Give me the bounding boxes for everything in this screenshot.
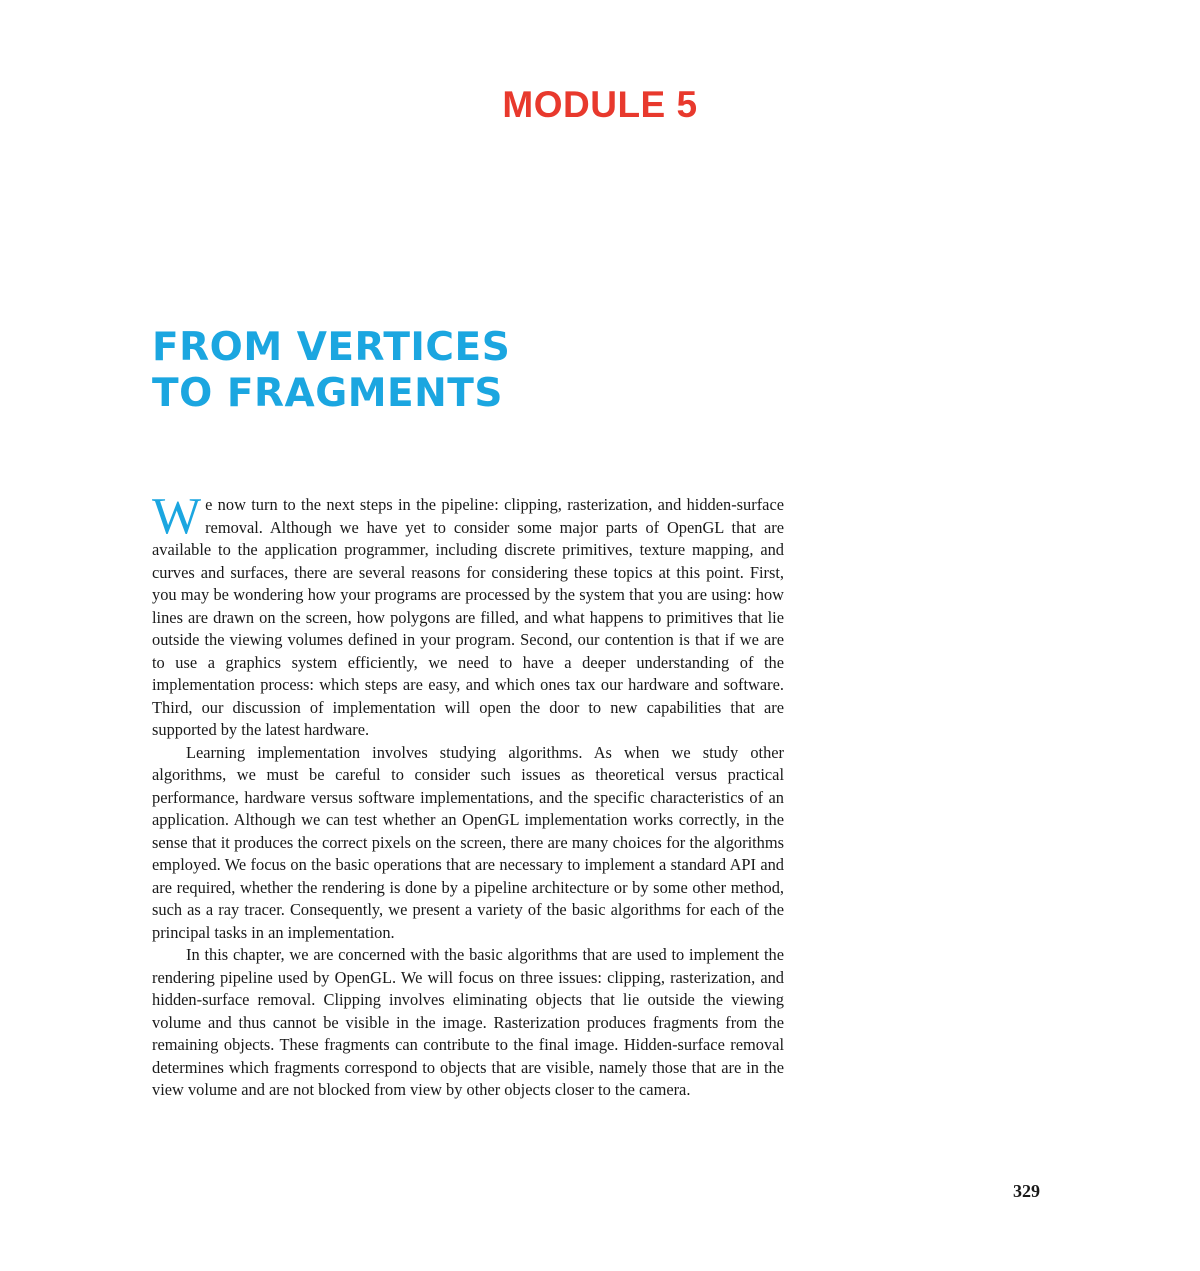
chapter-title-line-2: TO FRAGMENTS xyxy=(152,371,503,416)
paragraph-2: Learning implementation involves studying algorithms. As when we study other algorithms, we must be careful to consider such issues as theoretical versus practical performance, hardware versus software implementations, and the specific characteristics of an application. Although we can test whether an OpenGL implementation works correctly, in the sense that it produces the correct pixels on the screen, there are many choices for the algorithms employed. We focus on the basic operations that are necessary to implement a standard API and are required, whether the rendering is done by a pipeline architecture or by some other method, such as a ray tracer. Consequently, we present a variety of the basic algorithms for each of the principal tasks in an implementation. xyxy=(152,742,784,942)
page-number: 329 xyxy=(1013,1181,1040,1201)
body-text xyxy=(152,488,784,1102)
chapter-title xyxy=(152,325,510,417)
paragraph-1-text: e now turn to the next steps in the pipeline: clipping, rasterization, and hidden-surface removal. Although we have yet to consider some major parts of OpenGL that are available to the application programmer, including discrete primitives, texture mapping, and curves and surfaces, there are several reasons for considering these topics at this point. First, you may be wondering how your programs are processed by the system that you are using: how lines are drawn on the screen, how polygons are filled, and what happens to primitives that lie outside the viewing volumes defined in your program. Second, our contention is that if we are to use a graphics system efficiently, we need to have a deeper understanding of the implementation process: which steps are easy, and which ones tax our hardware and software. Third, our discussion of implementation will open the door to new capabilities that are supported by the latest hardware. xyxy=(152,495,784,739)
drop-cap: W xyxy=(152,488,202,545)
paragraph-3: In this chapter, we are concerned with the basic algorithms that are used to implement the rendering pipeline used by OpenGL. We will focus on three issues: clipping, rasterization, and hidden-surface removal. Clipping involves eliminating objects that lie outside the viewing volume and thus cannot be visible in the image. Rasterization produces fragments from the remaining objects. These fragments can contribute to the final image. Hidden-surface removal determines which fragments correspond to objects that are visible, namely those that are in the view volume and are not blocked from view by other objects closer to the camera. xyxy=(152,945,784,1099)
module-heading: MODULE 5 xyxy=(502,84,698,125)
chapter-title-line-1: FROM VERTICES xyxy=(152,325,511,370)
paragraph-1 xyxy=(152,488,784,742)
